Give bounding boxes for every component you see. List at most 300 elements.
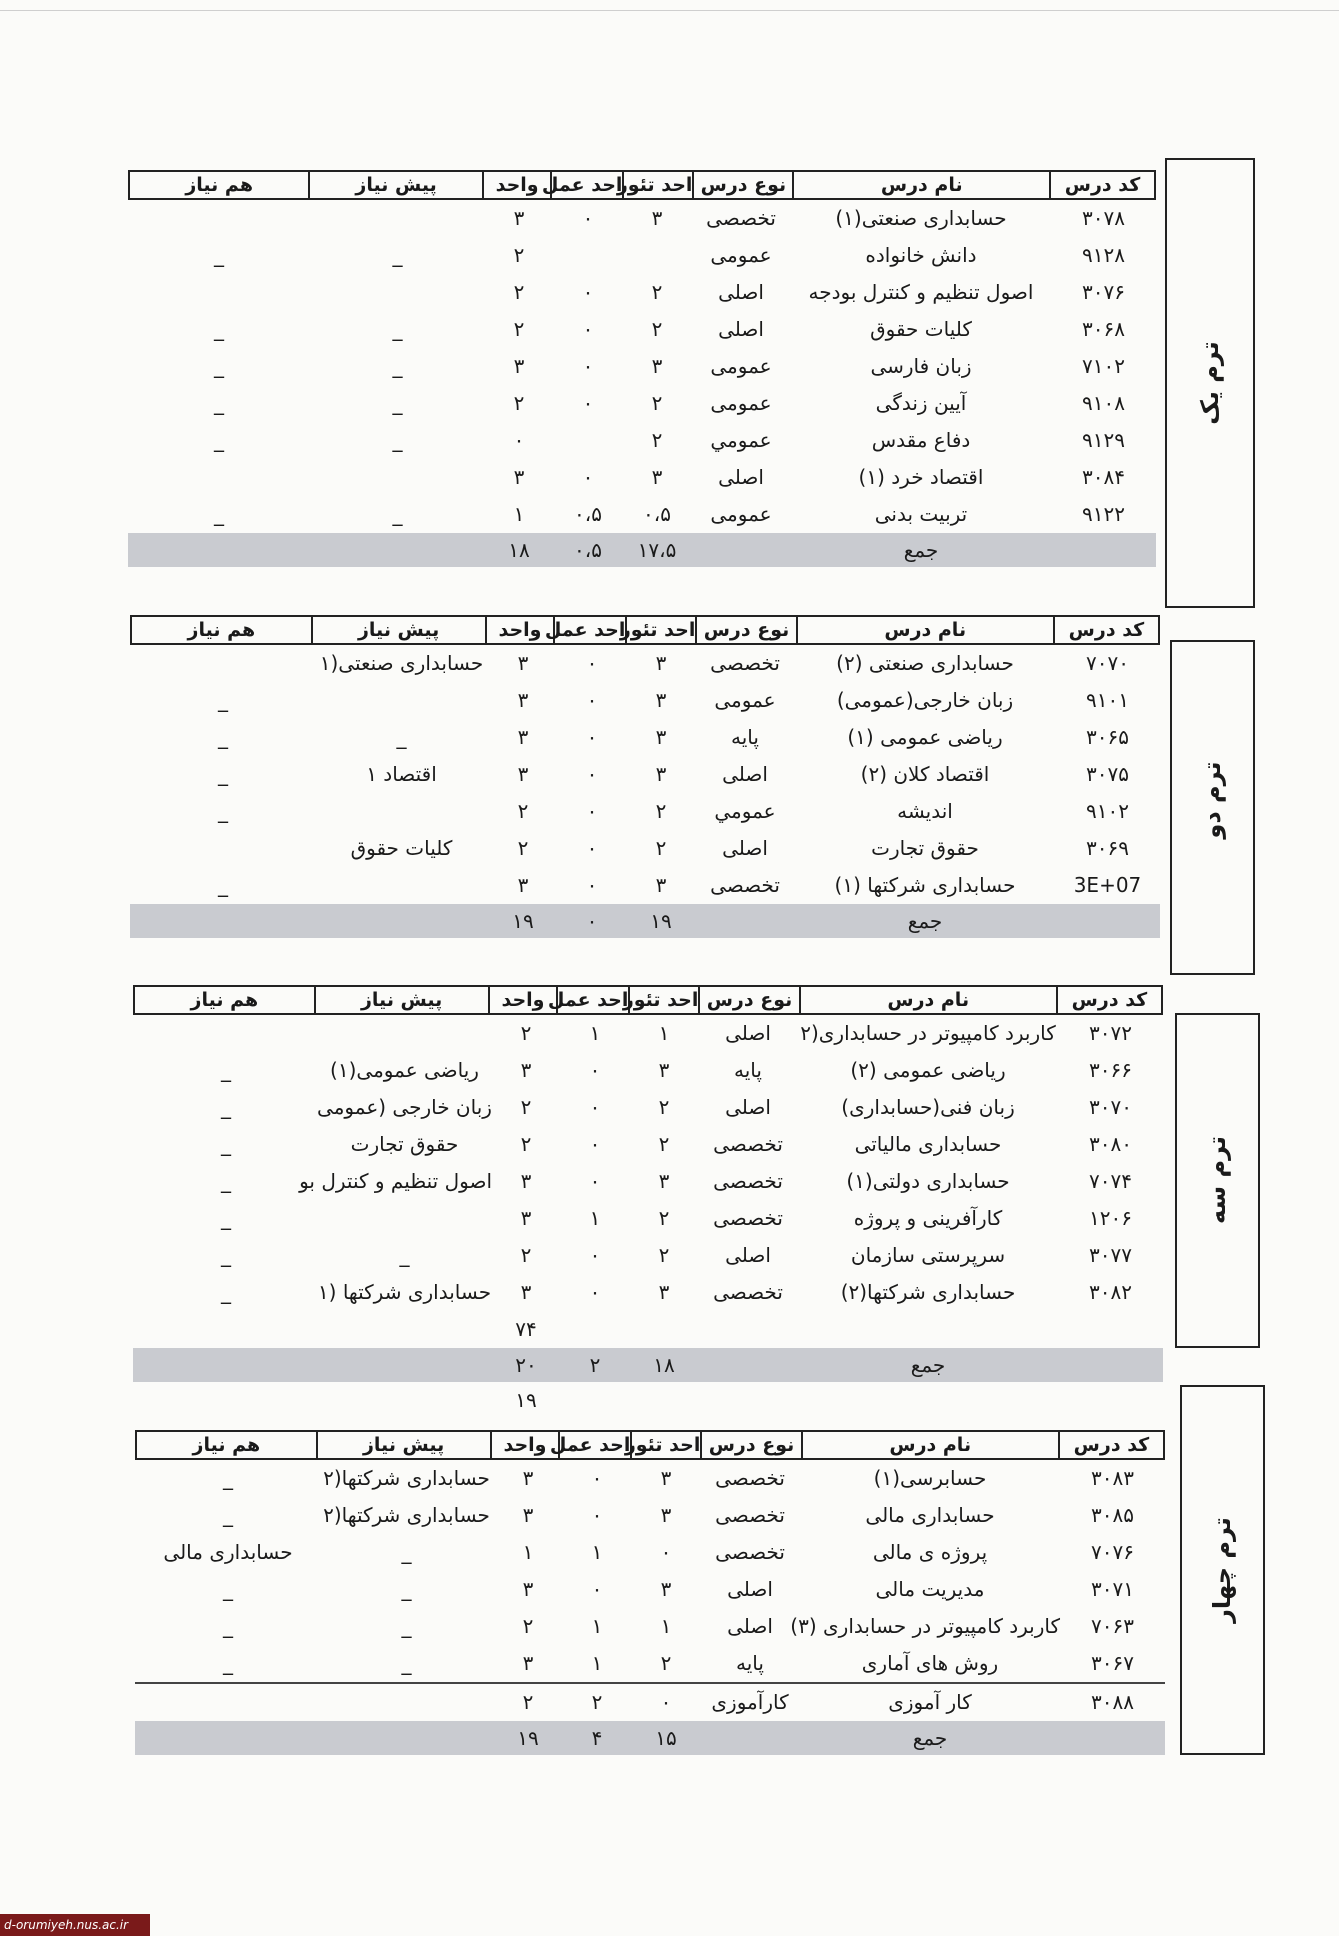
course-code: 3E+07	[1073, 873, 1142, 897]
course-name: ریاضی عمومی (۱)	[847, 725, 1003, 749]
theory-units: ۳	[655, 873, 667, 897]
theory-units: ۳	[660, 1577, 672, 1601]
course-name: آیین زندگی	[875, 391, 967, 415]
course-code: ۳۰۸۰	[1089, 1132, 1132, 1156]
table-row	[130, 682, 1160, 719]
course-name: روش های آماری	[861, 1651, 999, 1675]
course-name: اندیشه	[897, 799, 953, 823]
practical-units: ۰	[582, 354, 594, 378]
header-practical: احد عمل	[547, 989, 629, 1011]
table-row	[133, 1237, 1163, 1274]
total-units: ۰	[513, 428, 525, 452]
course-name: ریاضی عمومی (۲)	[850, 1058, 1006, 1082]
course-code: ۹۱۲۲	[1082, 502, 1125, 526]
sum-units: ۱۹	[512, 909, 534, 933]
course-type: تخصصی	[713, 1169, 783, 1193]
theory-units: ۳	[655, 762, 667, 786]
prerequisite	[317, 1200, 492, 1237]
total-units: ۳	[517, 651, 529, 675]
total-units: ۲	[520, 1021, 532, 1045]
corequisite	[128, 459, 310, 496]
course-code: ۳۰۷۰	[1089, 1095, 1132, 1119]
corequisite	[132, 645, 314, 682]
footer-stamp: d-orumiyeh.nus.ac.ir	[0, 1914, 150, 1936]
sum-label: جمع	[910, 1353, 946, 1377]
course-code: ۳۰۸۵	[1091, 1503, 1134, 1527]
table-row	[133, 1163, 1163, 1200]
course-code: ۳۰۸۴	[1082, 465, 1125, 489]
semester-1-table	[128, 170, 1156, 567]
theory-units: ۳	[658, 1280, 670, 1304]
theory-units: ۲	[655, 836, 667, 860]
table-row	[133, 1089, 1163, 1126]
course-name: اقتصاد خرد (۱)	[858, 465, 984, 489]
header-theory: احد تئور	[624, 1434, 701, 1456]
theory-units: ۳	[658, 1058, 670, 1082]
course-name: حسابداری شرکتها (۱)	[834, 873, 1016, 897]
corequisite: _	[218, 762, 228, 786]
course-type: تخصصی	[715, 1503, 785, 1527]
corequisite: _	[214, 428, 224, 452]
course-code: ۳۰۷۵	[1086, 762, 1129, 786]
prerequisite	[314, 682, 489, 719]
total-units: ۱	[513, 502, 525, 526]
table-row	[135, 1460, 1165, 1497]
sum-row	[130, 904, 1160, 938]
sum-row	[128, 533, 1156, 567]
prerequisite: اصول تنظیم و کنترل بو	[299, 1169, 492, 1193]
course-type: پایه	[736, 1651, 764, 1675]
table-header	[133, 985, 1163, 1015]
course-type: اصلی	[727, 1614, 773, 1638]
total-units: ۲	[517, 836, 529, 860]
theory-units: ۲	[658, 1095, 670, 1119]
prerequisite: حسابداری شرکتها(۲	[323, 1503, 490, 1527]
table-row	[128, 459, 1156, 496]
course-type: اصلی	[725, 1095, 771, 1119]
total-units: ۳	[520, 1206, 532, 1230]
header-practical: احد عمل	[544, 619, 626, 641]
practical-units: ۰	[582, 206, 594, 230]
course-type: تخصصی	[710, 873, 780, 897]
corequisite: _	[221, 1280, 231, 1304]
course-code: ۳۰۸۸	[1091, 1690, 1134, 1714]
course-code: ۳۰۶۶	[1089, 1058, 1132, 1082]
table-header	[128, 170, 1156, 200]
prerequisite: _	[392, 243, 403, 267]
practical-units: ۱	[589, 1206, 601, 1230]
practical-units: ۰	[586, 836, 598, 860]
practical-units: ۰	[586, 688, 598, 712]
course-name: کاربرد کامپیوتر در حسابداری(۲	[800, 1021, 1056, 1045]
header-name: نام درس	[796, 617, 1053, 643]
semester-1-label: ترم یک	[1196, 341, 1224, 425]
header-code: کد درس	[1056, 987, 1161, 1013]
practical-units	[553, 237, 623, 274]
prerequisite: _	[401, 1577, 412, 1601]
course-name: مدیریت مالی	[875, 1577, 985, 1601]
theory-units: ۱	[658, 1021, 670, 1045]
prerequisite: ریاضی عمومی(۱)	[330, 1058, 479, 1082]
header-prereq: پیش نیاز	[311, 617, 485, 643]
course-type: عمومی	[714, 688, 776, 712]
course-code: ۷۰۷۶	[1091, 1540, 1134, 1564]
corequisite: _	[223, 1503, 233, 1527]
course-code: ۳۰۶۹	[1086, 836, 1129, 860]
course-name: حسابرسی(۱)	[873, 1466, 987, 1490]
table-row	[133, 1274, 1163, 1311]
practical-units: ۱	[591, 1651, 603, 1675]
course-name: زبان فارسی	[870, 354, 972, 378]
semester-2-label: ترم دو	[1198, 761, 1226, 839]
corequisite: _	[214, 243, 224, 267]
course-name: حسابداری مالی	[865, 1503, 995, 1527]
course-code: ۷۱۰۲	[1082, 354, 1125, 378]
prerequisite	[317, 1015, 492, 1052]
header-code: کد درس	[1058, 1432, 1163, 1458]
course-name: سرپرستی سازمان	[850, 1243, 1006, 1267]
practical-units: ۰	[589, 1280, 601, 1304]
header-coreq: هم نیاز	[190, 989, 259, 1011]
practical-units: ۰	[589, 1095, 601, 1119]
course-name: پروژه ی مالی	[872, 1540, 988, 1564]
course-type: عمومی	[710, 243, 772, 267]
course-type: تخصصی	[713, 1132, 783, 1156]
total-units: ۳	[522, 1503, 534, 1527]
course-type: عمومی	[710, 502, 772, 526]
theory-units: ۱	[660, 1614, 672, 1638]
header-practical: احد عمل	[549, 1434, 631, 1456]
course-code: ۱۲۰۶	[1089, 1206, 1132, 1230]
practical-units: ۰	[582, 465, 594, 489]
practical-units: ۰	[589, 1243, 601, 1267]
prerequisite	[314, 867, 489, 904]
course-name: حسابداری مالیاتی	[854, 1132, 1002, 1156]
practical-units: ۰	[582, 391, 594, 415]
table-row	[133, 1126, 1163, 1163]
practical-units: ۱	[591, 1540, 603, 1564]
course-code: ۳۰۸۳	[1091, 1466, 1134, 1490]
table-row	[135, 1497, 1165, 1534]
course-name: کاربرد کامپیوتر در حسابداری (۳)	[790, 1614, 1060, 1638]
table-header	[130, 615, 1160, 645]
theory-units: ۲	[658, 1132, 670, 1156]
prerequisite	[319, 1684, 494, 1721]
header-coreq: هم نیاز	[187, 619, 256, 641]
course-name: دفاع مقدس	[871, 428, 971, 452]
semester-2-table	[130, 615, 1160, 938]
total-units: ۳	[513, 354, 525, 378]
table-header	[135, 1430, 1165, 1460]
sum-units: ۲۰	[515, 1353, 537, 1377]
table-row	[128, 496, 1156, 533]
header-practical: احد عمل	[541, 174, 623, 196]
prerequisite: _	[392, 428, 403, 452]
practical-units: ۱	[589, 1021, 601, 1045]
corequisite	[132, 830, 314, 867]
extra-note-before-sum: ۷۴	[515, 1317, 537, 1341]
header-type: نوع درس	[695, 617, 795, 643]
prerequisite: حسابداری شرکتها (۱	[317, 1280, 492, 1304]
corequisite: _	[221, 1243, 231, 1267]
total-units: ۱	[522, 1540, 534, 1564]
header-prereq: پیش نیاز	[314, 987, 488, 1013]
header-type: نوع درس	[700, 1432, 800, 1458]
theory-units: ۲	[660, 1651, 672, 1675]
prerequisite: _	[401, 1614, 412, 1638]
header-theory: احد تئور	[616, 174, 693, 196]
theory-units: ۲	[655, 799, 667, 823]
course-code: ۳۰۶۸	[1082, 317, 1125, 341]
total-units: ۳	[517, 873, 529, 897]
corequisite: _	[218, 725, 228, 749]
practical-units: ۱	[591, 1614, 603, 1638]
total-units: ۲	[520, 1095, 532, 1119]
theory-units: ۰	[660, 1690, 672, 1714]
course-name: تربیت بدنی	[874, 502, 968, 526]
theory-units: ۲	[658, 1243, 670, 1267]
course-code: ۹۱۰۲	[1086, 799, 1129, 823]
corequisite: حسابداری مالی	[163, 1540, 293, 1564]
prerequisite: _	[392, 354, 403, 378]
table-row	[135, 1608, 1165, 1645]
header-units: واحد	[490, 1432, 559, 1458]
header-coreq: هم نیاز	[185, 174, 253, 196]
prerequisite: حسابداری شرکتها(۲	[323, 1466, 490, 1490]
prerequisite	[310, 459, 485, 496]
course-type: اصلی	[718, 280, 764, 304]
sum-units: ۱۸	[508, 538, 530, 562]
table-row	[130, 793, 1160, 830]
theory-units: ۳	[655, 651, 667, 675]
theory-units: ۳	[651, 206, 663, 230]
corequisite: _	[214, 502, 224, 526]
header-units: واحد	[488, 987, 557, 1013]
course-name: حقوق تجارت	[871, 836, 979, 860]
total-units: ۳	[522, 1466, 534, 1490]
course-name: اقتصاد کلان (۲)	[860, 762, 990, 786]
total-units: ۲	[513, 317, 525, 341]
corequisite: _	[214, 354, 224, 378]
table-row	[133, 1015, 1163, 1052]
corequisite	[128, 274, 310, 311]
course-code: ۳۰۶۷	[1091, 1651, 1134, 1675]
course-code: ۳۰۶۵	[1086, 725, 1129, 749]
header-code: کد درس	[1053, 617, 1158, 643]
sum-theory: ۱۵	[655, 1726, 677, 1750]
theory-units: ۳	[651, 354, 663, 378]
course-code: ۹۱۰۸	[1082, 391, 1125, 415]
practical-units: ۰	[591, 1466, 603, 1490]
corequisite: _	[221, 1058, 231, 1082]
table-row	[130, 830, 1160, 867]
total-units: ۳	[517, 688, 529, 712]
theory-units: ۲	[651, 428, 663, 452]
sum-units: ۱۹	[517, 1726, 539, 1750]
table-row	[133, 1052, 1163, 1089]
total-units: ۳	[520, 1280, 532, 1304]
prerequisite: _	[399, 1243, 410, 1267]
course-name: کار آموزی	[888, 1690, 972, 1714]
header-prereq: پیش نیاز	[316, 1432, 490, 1458]
course-name: زبان خارجی(عمومی)	[836, 688, 1014, 712]
corequisite: _	[223, 1651, 233, 1675]
prerequisite: _	[396, 725, 407, 749]
corequisite	[135, 1015, 317, 1052]
course-type: پایه	[734, 1058, 762, 1082]
total-units: ۲	[517, 799, 529, 823]
course-name: زبان فنی(حسابداری)	[841, 1095, 1015, 1119]
course-type: عمومی	[710, 354, 772, 378]
extra-row	[133, 1311, 1163, 1348]
table-row	[135, 1534, 1165, 1571]
total-units: ۲	[520, 1132, 532, 1156]
theory-units: ۲	[658, 1206, 670, 1230]
course-code: ۳۰۷۸	[1082, 206, 1125, 230]
course-code: ۳۰۷۱	[1091, 1577, 1134, 1601]
semester-3-label: ترم سه	[1203, 1135, 1231, 1225]
corequisite: _	[214, 391, 224, 415]
header-coreq: هم نیاز	[192, 1434, 261, 1456]
header-units: واحد	[482, 172, 551, 198]
sum-theory: ۱۸	[653, 1353, 675, 1377]
practical-units: ۰	[589, 1058, 601, 1082]
prerequisite: _	[392, 317, 403, 341]
theory-units: ۰،۵	[643, 502, 671, 526]
header-type: نوع درس	[692, 172, 792, 198]
total-units: ۳	[513, 206, 525, 230]
course-type: تخصصی	[715, 1540, 785, 1564]
prerequisite	[314, 793, 489, 830]
practical-units: ۰،۵	[574, 502, 602, 526]
table-row	[130, 719, 1160, 756]
course-type: اصلی	[722, 836, 768, 860]
corequisite: _	[223, 1466, 233, 1490]
total-units: ۳	[513, 465, 525, 489]
table-row	[135, 1645, 1165, 1682]
header-name: نام درس	[792, 172, 1049, 198]
corequisite: _	[223, 1577, 233, 1601]
prerequisite: _	[401, 1540, 412, 1564]
extra-note-after-sum: ۱۹	[515, 1388, 537, 1412]
semester-3-table	[133, 985, 1163, 1414]
total-units: ۲	[522, 1614, 534, 1638]
header-theory: احد تئور	[622, 989, 699, 1011]
table-row	[135, 1571, 1165, 1608]
prerequisite: زبان خارجی (عمومی	[317, 1095, 492, 1119]
course-type: اصلی	[722, 762, 768, 786]
course-name: حسابداری صنعتی(۱)	[835, 206, 1007, 230]
course-type: عمومي	[714, 799, 776, 823]
course-code: ۹۱۲۸	[1082, 243, 1125, 267]
practical-units: ۰	[586, 651, 598, 675]
corequisite	[137, 1684, 319, 1721]
sum-practical: ۴	[591, 1726, 603, 1750]
course-type: اصلی	[725, 1021, 771, 1045]
sum-theory: ۱۷،۵	[637, 538, 677, 562]
corequisite: _	[218, 688, 228, 712]
theory-units: ۳	[655, 725, 667, 749]
semester-4-table	[135, 1430, 1165, 1755]
sum-practical: ۲	[589, 1353, 601, 1377]
prerequisite	[310, 274, 485, 311]
practical-units: ۰	[582, 280, 594, 304]
course-code: ۹۱۰۱	[1086, 688, 1129, 712]
total-units: ۳	[520, 1058, 532, 1082]
sum-practical: ۰،۵	[574, 538, 602, 562]
header-theory: احد تئور	[619, 619, 696, 641]
sum-practical: ۰	[586, 909, 598, 933]
prerequisite: _	[401, 1651, 412, 1675]
theory-units: ۳	[660, 1503, 672, 1527]
course-type: تخصصی	[715, 1466, 785, 1490]
prerequisite: _	[392, 391, 403, 415]
total-units: ۲	[522, 1690, 534, 1714]
corequisite: _	[221, 1206, 231, 1230]
semester-4-label: ترم چهار	[1208, 1517, 1236, 1623]
prerequisite: اقتصاد ۱	[366, 762, 437, 786]
total-units: ۲	[513, 280, 525, 304]
theory-units	[623, 237, 691, 274]
course-type: عمومي	[710, 428, 772, 452]
header-type: نوع درس	[698, 987, 798, 1013]
course-code: ۹۱۲۹	[1082, 428, 1125, 452]
course-code: ۳۰۷۶	[1082, 280, 1125, 304]
corequisite: _	[221, 1169, 231, 1193]
practical-units: ۰	[591, 1577, 603, 1601]
practical-units	[553, 422, 623, 459]
theory-units: ۳	[651, 465, 663, 489]
table-row	[133, 1200, 1163, 1237]
course-type: تخصصی	[713, 1280, 783, 1304]
practical-units: ۰	[589, 1132, 601, 1156]
table-row	[128, 422, 1156, 459]
corequisite	[128, 200, 310, 237]
course-code: ۳۰۷۲	[1089, 1021, 1132, 1045]
course-type: اصلی	[725, 1243, 771, 1267]
table-row	[128, 200, 1156, 237]
practical-units: ۰	[591, 1503, 603, 1527]
prerequisite: حسابداری صنعتی(۱	[319, 651, 484, 675]
theory-units: ۲	[651, 391, 663, 415]
table-row	[128, 348, 1156, 385]
sum-theory: ۱۹	[650, 909, 672, 933]
course-code: ۷۰۶۳	[1091, 1614, 1134, 1638]
course-type: اصلی	[718, 317, 764, 341]
course-type: تخصصی	[713, 1206, 783, 1230]
table-row	[128, 311, 1156, 348]
course-type: اصلی	[727, 1577, 773, 1601]
theory-units: ۲	[651, 280, 663, 304]
practical-units: ۰	[589, 1169, 601, 1193]
total-units: ۳	[517, 762, 529, 786]
course-type: تخصصی	[710, 651, 780, 675]
total-units: ۳	[522, 1651, 534, 1675]
sum-label: جمع	[903, 538, 939, 562]
practical-units: ۰	[586, 873, 598, 897]
theory-units: ۰	[660, 1540, 672, 1564]
theory-units: ۳	[658, 1169, 670, 1193]
corequisite: _	[218, 799, 228, 823]
course-type: اصلی	[718, 465, 764, 489]
theory-units: ۳	[655, 688, 667, 712]
course-name: حسابداری صنعتی (۲)	[836, 651, 1014, 675]
course-name: حسابداری شرکتها(۲)	[840, 1280, 1016, 1304]
course-code: ۷۰۷۰	[1086, 651, 1129, 675]
theory-units: ۲	[651, 317, 663, 341]
prerequisite: _	[392, 502, 403, 526]
table-row	[130, 867, 1160, 904]
